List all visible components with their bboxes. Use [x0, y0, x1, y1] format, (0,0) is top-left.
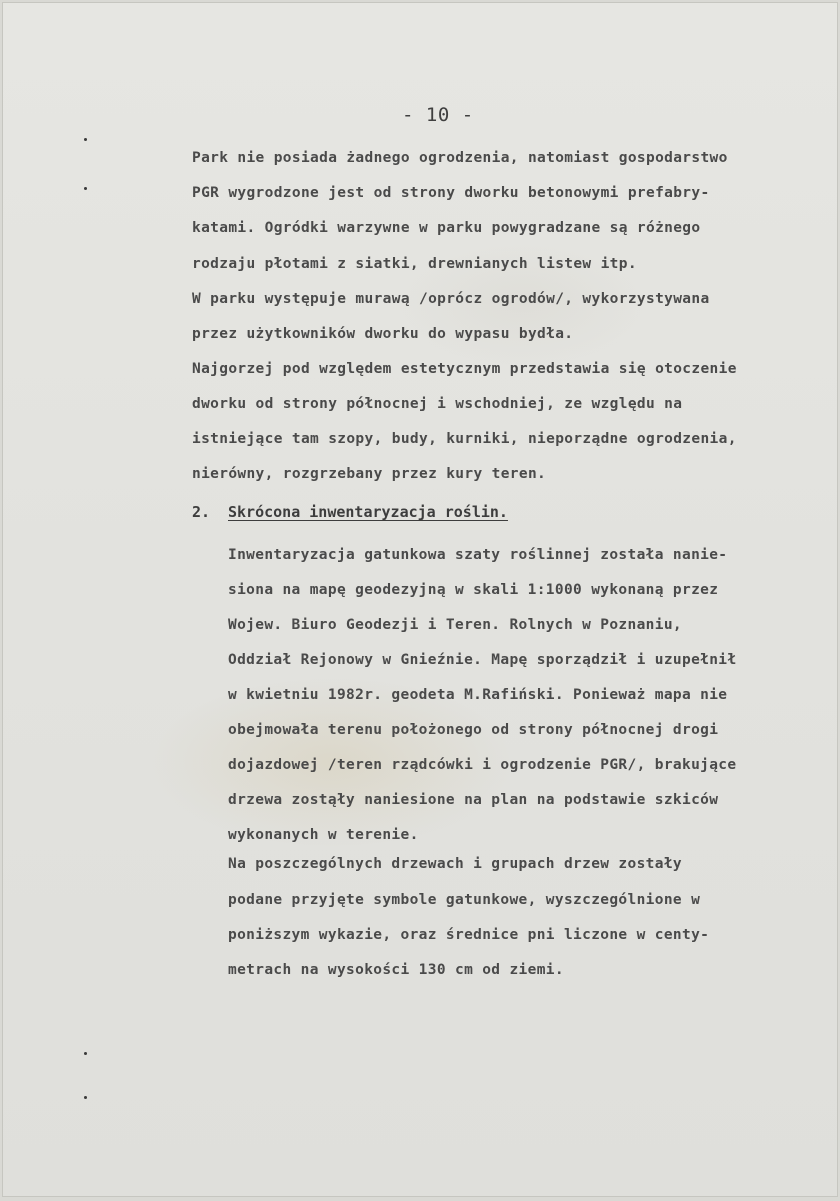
page-number: - 10 - — [402, 104, 474, 126]
text-line: Park nie posiada żadnego ogrodzenia, natomiast gospodarstwo — [192, 150, 728, 166]
text-line: w kwietniu 1982r. geodeta M.Rafiński. Ponieważ mapa nie — [228, 687, 728, 703]
text-line: istniejące tam szopy, budy, kurniki, nieporządne ogrodzenia, — [192, 431, 737, 447]
punch-hole-mark — [84, 1096, 87, 1099]
text-line: Inwentaryzacja gatunkowa szaty roślinnej została nanie- — [228, 547, 728, 563]
text-line: rodzaju płotami z siatki, drewnianych listew itp. — [192, 256, 637, 272]
text-line: nierówny, rozgrzebany przez kury teren. — [192, 466, 547, 482]
punch-hole-mark — [84, 187, 87, 190]
text-line: poniższym wykazie, oraz średnice pni liczone w centy- — [228, 927, 710, 943]
text-line: PGR wygrodzone jest od strony dworku betonowymi prefabry- — [192, 185, 710, 201]
punch-hole-mark — [84, 1052, 87, 1055]
text-line: przez użytkowników dworku do wypasu bydła. — [192, 326, 574, 342]
text-line: metrach na wysokości 130 cm od ziemi. — [228, 962, 564, 978]
text-line: dworku od strony północnej i wschodniej, ze względu na — [192, 396, 683, 412]
text-line: Na poszczególnych drzewach i grupach drzew zostały — [228, 856, 682, 872]
document-page — [2, 2, 838, 1197]
text-line: siona na mapę geodezyjną w skali 1:1000 wykonaną przez — [228, 582, 719, 598]
text-line: katami. Ogródki warzywne w parku powygradzane są różnego — [192, 220, 701, 236]
text-line: obejmowała terenu położonego od strony północnej drogi — [228, 722, 719, 738]
text-line: wykonanych w terenie. — [228, 827, 419, 843]
text-line: Oddział Rejonowy w Gnieźnie. Mapę sporządził i uzupełnił — [228, 652, 737, 668]
text-line: podane przyjęte symbole gatunkowe, wyszczególnione w — [228, 892, 701, 908]
section-title: Skrócona inwentaryzacja roślin. — [228, 503, 508, 521]
text-line: Wojew. Biuro Geodezji i Teren. Rolnych w Poznaniu, — [228, 617, 682, 633]
section-number: 2. — [192, 503, 211, 521]
punch-hole-mark — [84, 138, 87, 141]
text-line: W parku występuje murawą /oprócz ogrodów/, wykorzystywana — [192, 291, 710, 307]
text-line: Najgorzej pod względem estetycznym przedstawia się otoczenie — [192, 361, 737, 377]
text-line: drzewa zostąły naniesione na plan na podstawie szkiców — [228, 792, 719, 808]
text-line: dojazdowej /teren rządcówki i ogrodzenie PGR/, brakujące — [228, 757, 737, 773]
